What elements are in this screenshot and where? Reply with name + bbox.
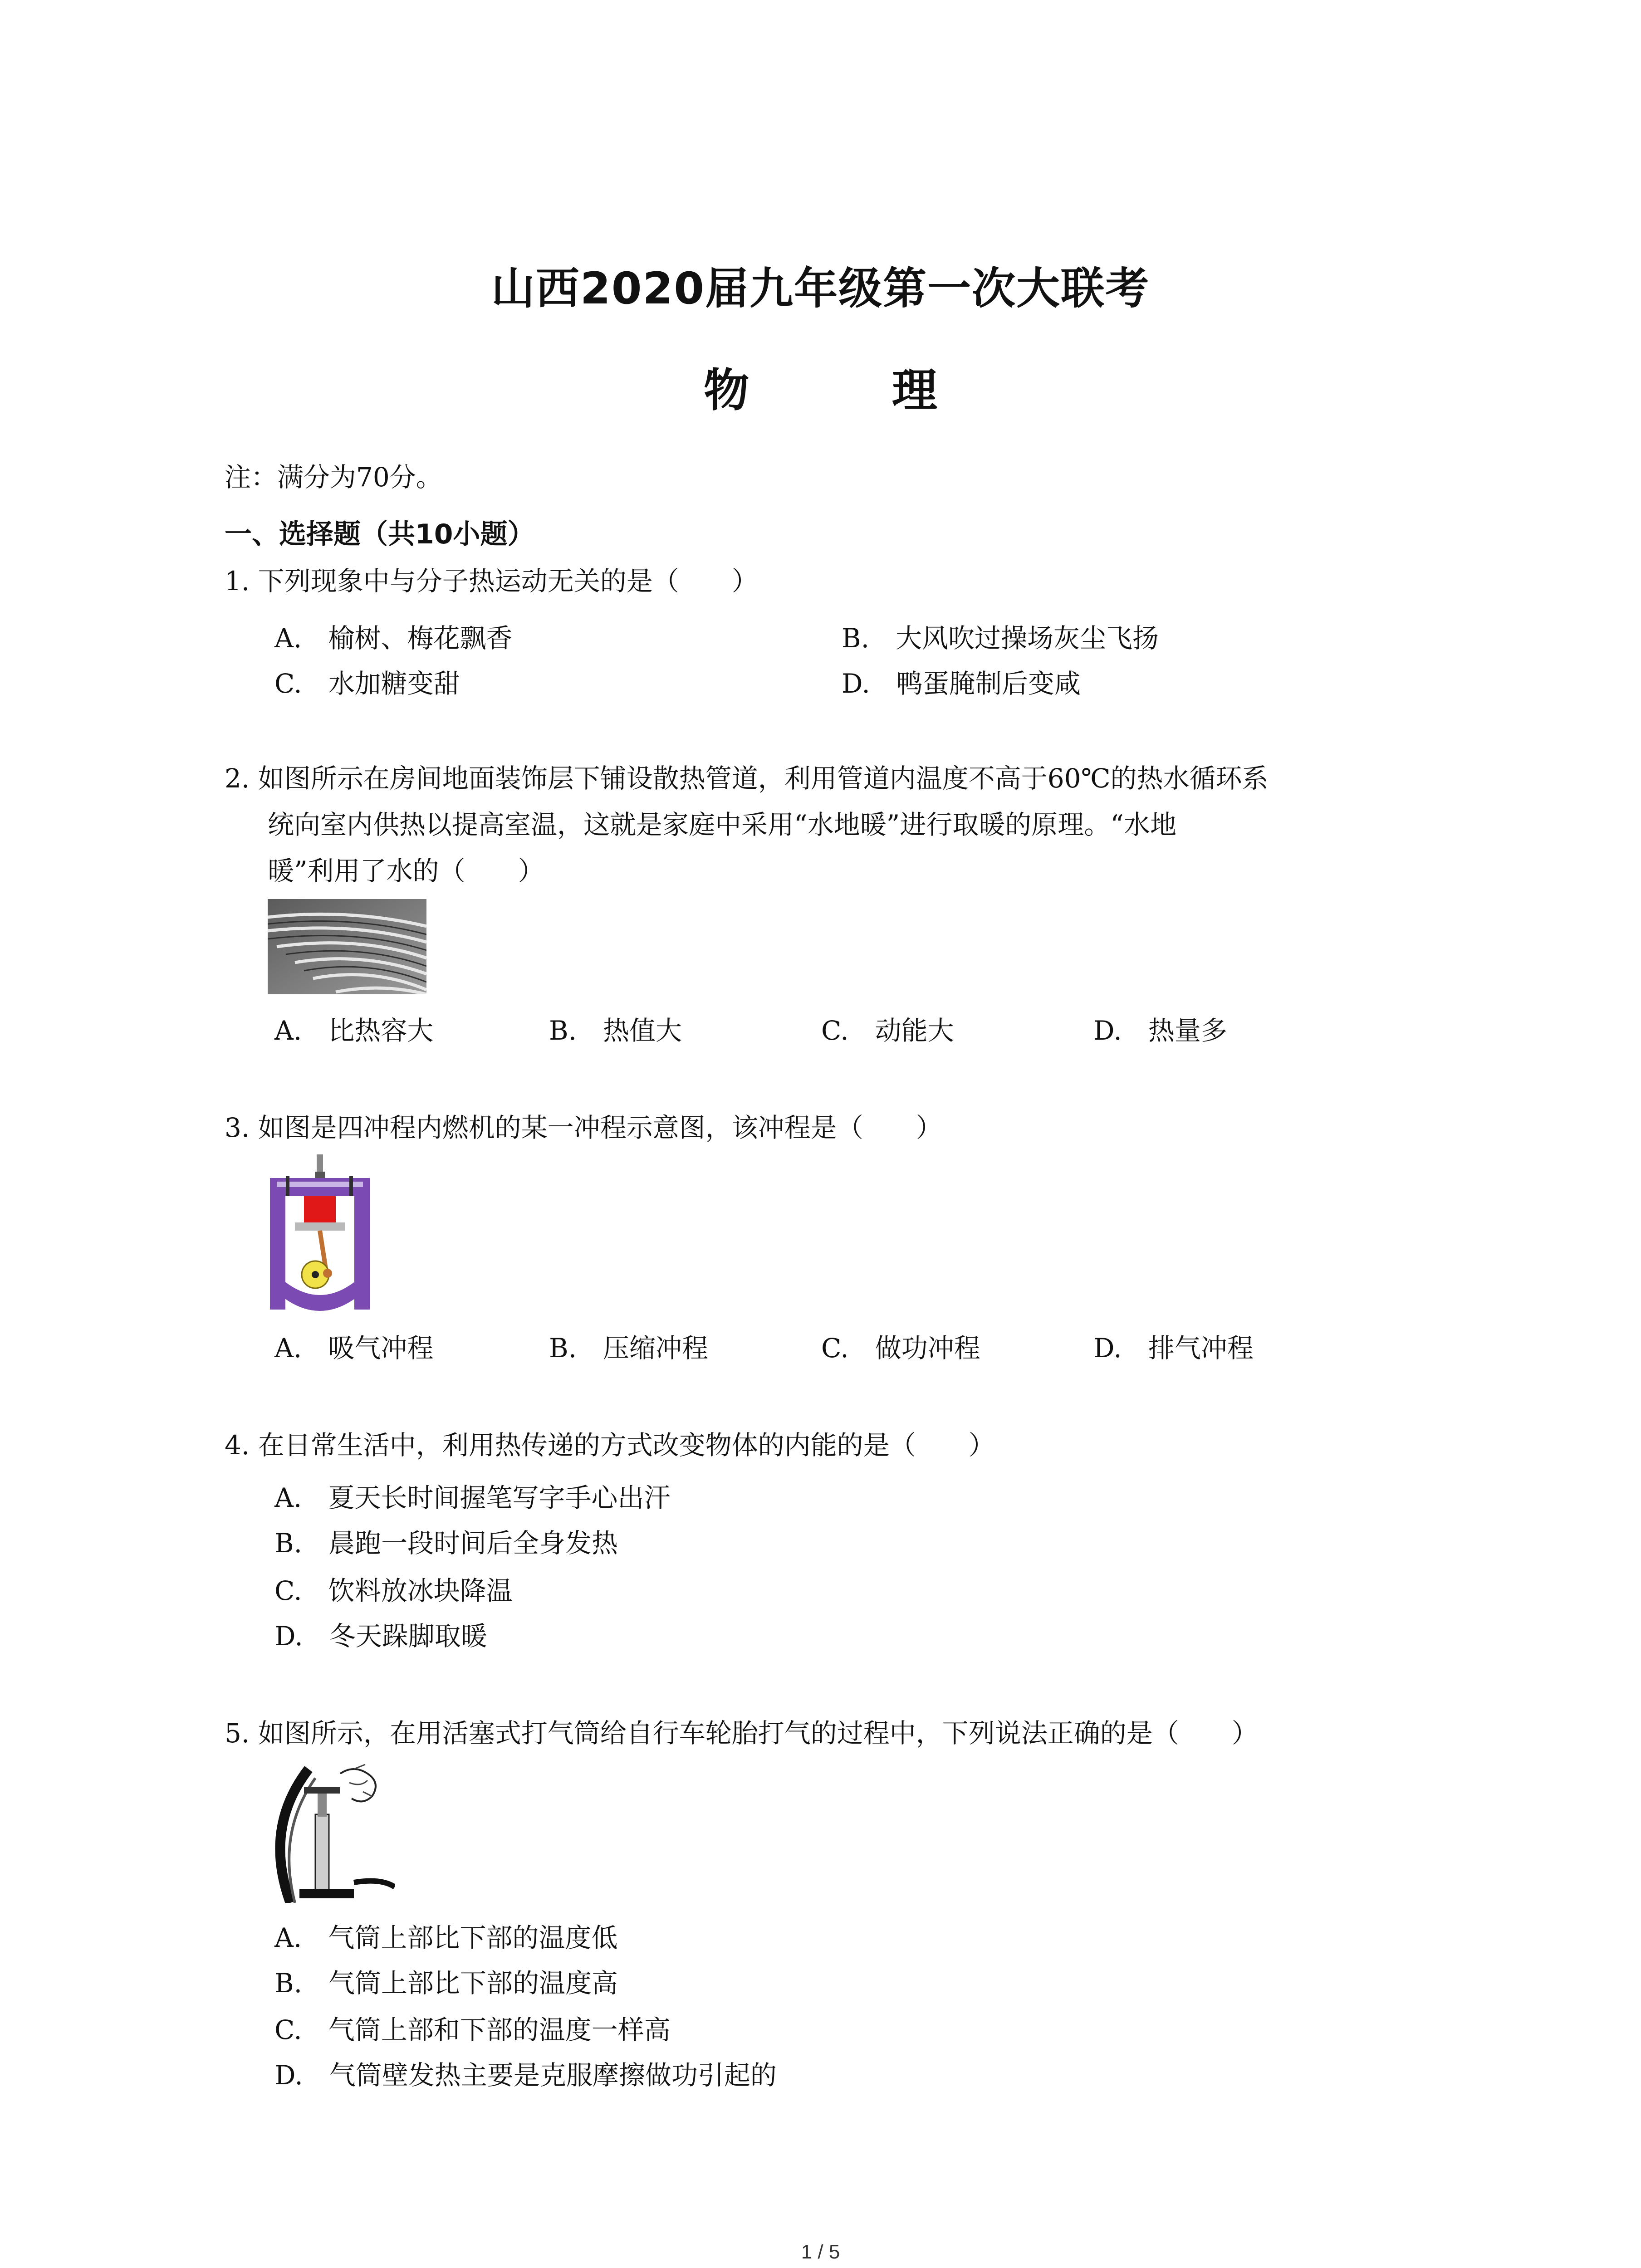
- option-b: B. 压缩冲程: [549, 1333, 709, 1364]
- option-c: C. 饮料放冰块降温: [274, 1575, 513, 1606]
- option-d: D. 排气冲程: [1093, 1333, 1254, 1364]
- option-d: D. 鸭蛋腌制后变咸: [842, 668, 1081, 699]
- option-c: C. 气筒上部和下部的温度一样高: [274, 2014, 671, 2045]
- question-stem-line-1: 2. 如图所示在房间地面装饰层下铺设散热管道，利用管道内温度不高于60℃的热水循环系: [225, 763, 1269, 794]
- option-a: A. 比热容大: [274, 1015, 434, 1046]
- question-stem: 5. 如图所示，在用活塞式打气筒给自行车轮胎打气的过程中，下列说法正确的是（ ）: [225, 1718, 1258, 1749]
- option-a: A. 气筒上部比下部的温度低: [274, 1922, 618, 1953]
- option-c: C. 水加糖变甜: [274, 668, 460, 699]
- exam-title: 山西2020届九年级第一次大联考: [491, 263, 1150, 314]
- option-c: C. 做功冲程: [821, 1333, 980, 1364]
- question-stem: 4. 在日常生活中，利用热传递的方式改变物体的内能的是（ ）: [225, 1430, 995, 1461]
- subject-title: 物 理: [704, 364, 1001, 417]
- option-b: B. 气筒上部比下部的温度高: [274, 1968, 618, 1999]
- option-b: B. 晨跑一段时间后全身发热: [274, 1528, 618, 1559]
- engine-stroke-diagram: [268, 1154, 372, 1313]
- question-stem: 3. 如图是四冲程内燃机的某一冲程示意图，该冲程是（ ）: [225, 1112, 942, 1143]
- question-stem-line-2: 统向室内供热以提高室温，这就是家庭中采用“水地暖”进行取暖的原理。“水地: [268, 809, 1176, 840]
- option-d: D. 冬天跺脚取暖: [274, 1621, 487, 1652]
- bicycle-pump-image: [272, 1760, 395, 1903]
- floor-heating-pipes-image: [268, 899, 426, 994]
- option-d: D. 热量多: [1093, 1015, 1227, 1046]
- option-d: D. 气筒壁发热主要是克服摩擦做功引起的: [274, 2060, 777, 2091]
- question-stem-line-3: 暖”利用了水的（ ）: [268, 855, 544, 886]
- option-b: B. 热值大: [549, 1015, 682, 1046]
- option-a: A. 吸气冲程: [274, 1333, 434, 1364]
- page-number: 1 / 5: [801, 2241, 840, 2263]
- option-b: B. 大风吹过操场灰尘飞扬: [842, 623, 1159, 654]
- section-heading: 一、选择题（共10小题）: [225, 518, 535, 550]
- score-note: 注：满分为70分。: [225, 462, 442, 493]
- option-c: C. 动能大: [821, 1015, 954, 1046]
- option-a: A. 夏天长时间握笔写字手心出汗: [274, 1482, 671, 1513]
- question-stem: 1. 下列现象中与分子热运动无关的是（ ）: [225, 566, 758, 596]
- option-a: A. 榆树、梅花飘香: [274, 623, 513, 654]
